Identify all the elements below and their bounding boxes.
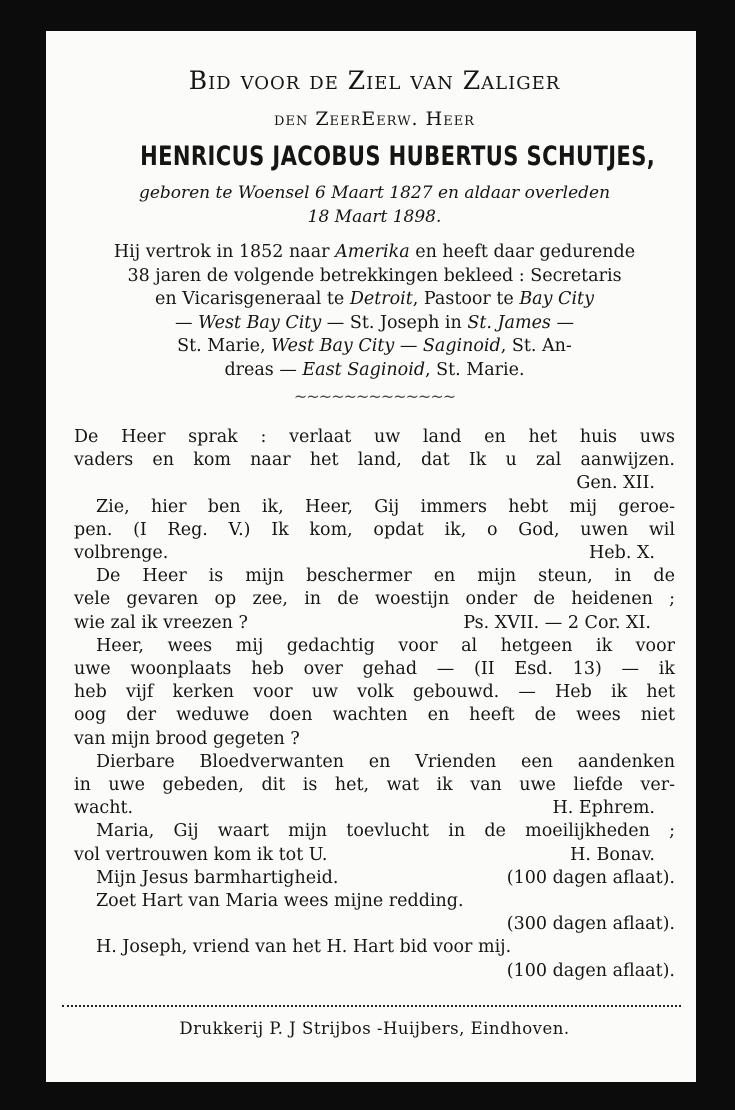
career-line: 38 jaren de volgende betrekkingen bekleed : Secretaris: [127, 265, 622, 286]
scripture-reference: H. Ephrem.: [552, 798, 655, 819]
prayer-line: van mijn brood gegeten ?: [74, 728, 300, 749]
printer-credit: Drukkerij P. J Strijbos -Huijbers, Eindhoven.: [179, 1018, 570, 1038]
prayer-line-with-reference: Mijn Jesus barmhartigheid. (100 dagen aflaat).: [74, 867, 675, 890]
scripture-reference: Ps. XVII. — 2 Cor. XI.: [463, 612, 651, 633]
career-line: en Vicarisgeneraal te Detroit, Pastoor te Bay City: [155, 289, 594, 309]
title-line-2: den ZeerEerw. Heer: [274, 108, 475, 130]
prayer-line: Zoet Hart van Maria wees mijne redding.: [96, 891, 464, 912]
indulgence-note: (300 dagen aflaat).: [506, 914, 675, 935]
prayer-line: Dierbare Bloedverwanten en Vrienden een aandenken: [96, 751, 675, 772]
career-line: Hij vertrok in 1852 naar Amerika en heeft daar gedurende: [113, 242, 636, 262]
prayer-line: Maria, Gij waart mijn toevlucht in de moeilijkheden ;: [96, 821, 675, 842]
memorial-card: [46, 31, 696, 1082]
prayer-line: H. Joseph, vriend van het H. Hart bid voor mij.: [96, 937, 512, 958]
prayer-line: Zie, hier ben ik, Heer, Gij immers hebt mij geroe-: [96, 496, 675, 517]
dates-line-2: 18 Maart 1898.: [307, 207, 442, 227]
prayer-text: [74, 426, 675, 983]
scripture-reference: Gen. XII.: [576, 473, 655, 494]
prayer-line: heb vijf kerken voor uw volk gebouwd. — Heb ik het: [74, 682, 675, 703]
dates-line-1: geboren te Woensel 6 Maart 1827 en aldaar overleden: [138, 183, 611, 203]
scripture-reference: H. Bonav.: [570, 844, 655, 865]
prayer-line: oog der weduwe doen wachten en heeft de wees niet: [74, 705, 675, 726]
prayer-line: De Heer sprak : verlaat uw land en het huis uws: [74, 427, 675, 447]
prayer-line: pen. (I Reg. V.) Ik kom, opdat ik, o God, uwen wil: [74, 519, 675, 540]
prayer-line: Heer, wees mij gedachtig voor al hetgeen ik voor: [96, 635, 675, 656]
deceased-name: HENRICUS JACOBUS HUBERTUS SCHUTJES,: [140, 141, 656, 172]
title-line-1: Bid voor de Ziel van Zaliger: [188, 66, 561, 95]
career-line: St. Marie, West Bay City — Saginoid, St. An-: [177, 336, 572, 356]
prayer-line: in uwe gebeden, dit is het, wat ik van uwe liefde ver-: [74, 775, 675, 796]
prayer-line-with-reference: vol vertrouwen kom ik tot U. H. Bonav.: [74, 844, 675, 867]
indulgence-note: (100 dagen aflaat).: [506, 867, 675, 888]
ornamental-divider: ~~~~~~~~~~~~~: [293, 387, 456, 406]
career-text: [74, 241, 675, 382]
prayer-line-with-reference: wacht. H. Ephrem.: [74, 797, 675, 820]
career-line: dreas — East Saginoid, St. Marie.: [224, 359, 525, 380]
scripture-reference: Heb. X.: [589, 543, 655, 564]
prayer-line-with-reference: wie zal ik vreezen ? Ps. XVII. — 2 Cor. XI.: [74, 612, 675, 635]
prayer-line: vele gevaren op zee, in de woestijn onder de heidenen ;: [74, 589, 675, 610]
prayer-line-with-reference: volbrenge. Heb. X.: [74, 542, 675, 565]
indulgence-note: (100 dagen aflaat).: [506, 960, 675, 981]
dotted-separator: [62, 1005, 681, 1007]
career-line: — West Bay City — St. Joseph in St. James —: [175, 312, 574, 333]
prayer-line: uwe woonplaats heb over gehad — (II Esd. 13) — ik: [74, 659, 675, 680]
prayer-line: vaders en kom naar het land, dat Ik u zal aanwijzen.: [74, 450, 675, 471]
prayer-line: De Heer is mijn beschermer en mijn steun, in de: [96, 566, 675, 587]
